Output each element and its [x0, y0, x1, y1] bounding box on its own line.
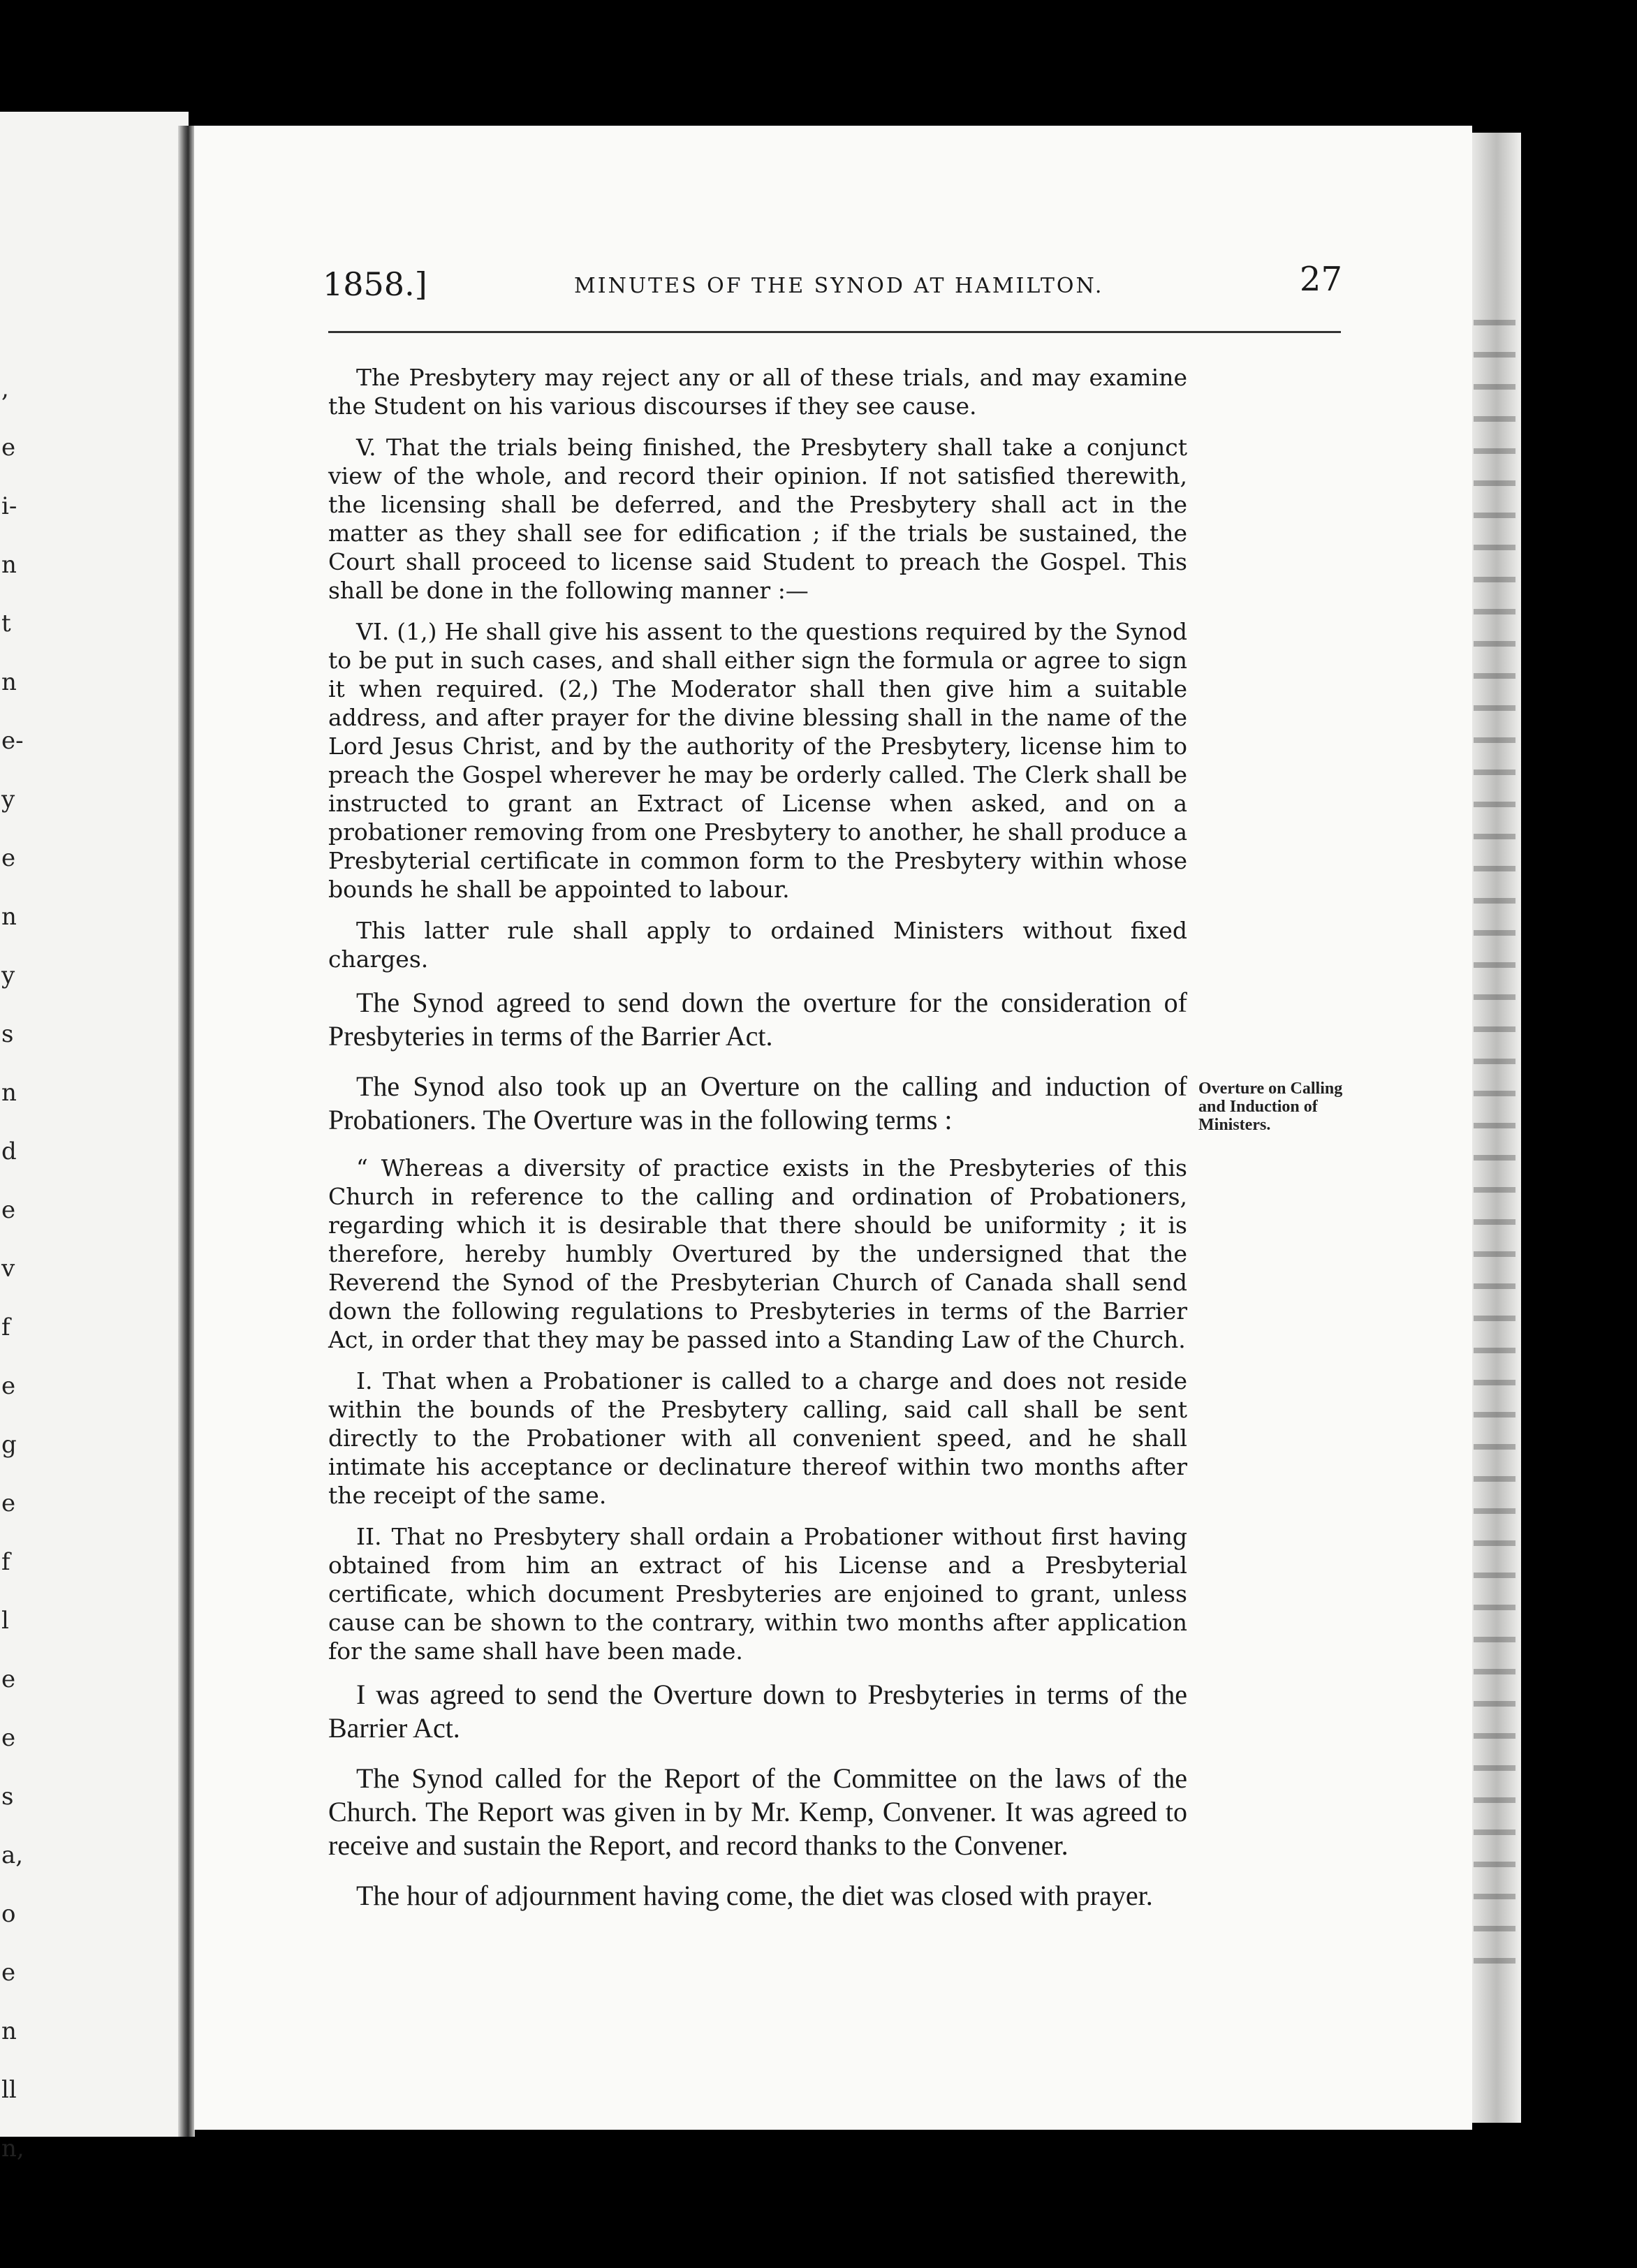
paragraph: I. That when a Probationer is called to a charge and does not reside within the bounds of the Presbytery calling, said call shall be sent directly to the Probationer with all convenient speed, and he shall intimate his acceptance or declinature thereof within two months after the receipt of the same.: [328, 1367, 1187, 1509]
cropped-char: e: [1, 1665, 16, 1693]
cropped-char: f: [1, 1313, 10, 1341]
cropped-char: f: [1, 1548, 10, 1576]
header-rule: [328, 331, 1341, 333]
paragraph: I was agreed to send the Overture down to Presbyteries in terms of the Barrier Act.: [328, 1679, 1187, 1744]
previous-page-edge: [0, 112, 189, 2163]
paragraph: II. That no Presbytery shall ordain a Probationer without first having obtained from him an extract of his License and a Presbyterial certificate, which document Presbyteries are enjoined to grant, unless cause can be shown to the contrary, within two months after application for the same shall have been made.: [328, 1523, 1187, 1665]
cropped-char: e: [1, 1724, 16, 1752]
cropped-char: t: [1, 610, 11, 638]
paragraph: The Synod agreed to send down the overture for the consideration of Presbyteries in terms of the Barrier Act.: [328, 987, 1187, 1052]
running-title: MINUTES OF THE SYNOD AT HAMILTON.: [574, 274, 1104, 298]
cropped-char: n: [1, 903, 17, 931]
cropped-char: s: [1, 1020, 14, 1048]
cropped-char: ,: [1, 375, 9, 403]
paragraph: The Presbytery may reject any or all of these trials, and may examine the Student on his various discourses if they see cause.: [328, 364, 1187, 420]
cropped-char: e: [1, 1372, 16, 1400]
paragraph: The Synod also took up an Overture on the calling and induction of Probationers. The Overture was in the following terms :: [328, 1070, 1187, 1135]
paragraph: “ Whereas a diversity of practice exists in the Presbyteries of this Church in reference to the calling and ordination of Probationers, regarding which it is desirable that there should be uniformity ; it is therefore, hereby humbly Overtured by the undersigned that the Reverend the Synod of the Presbyterian Church of Canada shall send down the following regulations to Presbyteries in terms of the Barrier Act, in order that they may be passed into a Standing Law of the Church.: [328, 1154, 1187, 1353]
cropped-char: g: [1, 1431, 17, 1459]
paragraph: V. That the trials being finished, the Presbytery shall take a conjunct view of the whole, and record their opinion. If not satisfied therewith, the licensing shall be deferred, and the Presbytery shall act in the matter as they shall see for edification ; if the trials be sustained, the Court shall proceed to license said Student to preach the Gospel. This shall be done in the following manner :—: [328, 434, 1187, 604]
page-number: 27: [1299, 260, 1342, 299]
cropped-char: n: [1, 668, 17, 696]
cropped-char: n,: [1, 2135, 24, 2163]
book-gutter: [178, 126, 195, 2137]
body-text: [328, 363, 1187, 1929]
cropped-char: n: [1, 1079, 17, 1107]
margin-note: Overture on Calling and Induction of Ministers.: [1198, 1080, 1343, 1134]
paragraph: The Synod called for the Report of the Committee on the laws of the Church. The Report was given in by Mr. Kemp, Convener. It was agreed to receive and sustain the Report, and record thanks to the Convener.: [328, 1762, 1187, 1861]
cropped-char: d: [1, 1137, 17, 1165]
page-edge-texture: [1474, 293, 1515, 1969]
cropped-char: e: [1, 1489, 16, 1517]
cropped-char: s: [1, 1783, 14, 1811]
cropped-char: i-: [1, 492, 17, 520]
paragraph: The hour of adjournment having come, the diet was closed with prayer.: [356, 1880, 1153, 1911]
cropped-char: o: [1, 1900, 16, 1928]
cropped-char: y: [1, 962, 15, 989]
cropped-char: y: [1, 786, 15, 813]
cropped-char: e-: [1, 727, 24, 755]
paragraph: This latter rule shall apply to ordained Ministers without fixed charges.: [328, 917, 1187, 973]
paragraph: VI. (1,) He shall give his assent to the questions required by the Synod to be put in such cases, and shall either sign the formula or agree to sign it when required. (2,) The Moderator shall then give him a suitable address, and after prayer for the divine blessing shall in the name of the Lord Jesus Christ, and by the authority of the Presbytery, license him to preach the Gospel wherever he may be orderly called. The Clerk shall be instructed to grant an Extract of License when asked, and on a probationer removing from one Presbytery to another, he shall produce a Presbyterial certificate in common form to the Presbytery within whose bounds he shall be appointed to labour.: [328, 618, 1187, 903]
cropped-char: l: [1, 1607, 9, 1635]
cropped-char: e: [1, 1959, 16, 1987]
cropped-char: ll: [1, 2076, 17, 2104]
cropped-char: v: [1, 1255, 15, 1283]
running-header: [323, 256, 1342, 311]
cropped-char: e: [1, 844, 16, 872]
cropped-char: n: [1, 551, 17, 579]
cropped-char: n: [1, 2017, 17, 2045]
cropped-char: a,: [1, 1841, 24, 1869]
header-year: 1858.]: [323, 265, 427, 303]
cropped-char: e: [1, 434, 16, 462]
cropped-char: e: [1, 1196, 16, 1224]
